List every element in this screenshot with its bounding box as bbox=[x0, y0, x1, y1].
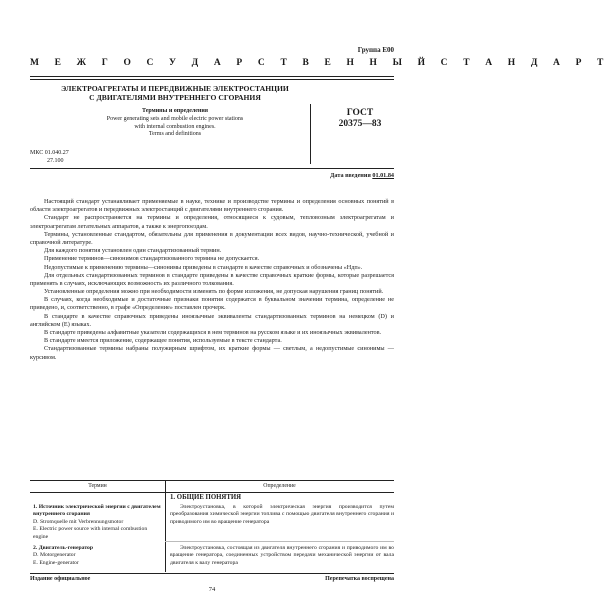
table-top-rule bbox=[30, 480, 394, 481]
body-paragraph: Применение терминов—синонимов стандартизованного термина не допускается. bbox=[44, 255, 260, 263]
term-name: 1. Источник электрической энергии с двигателем внутреннего сгорания bbox=[33, 504, 161, 518]
column-header-definition: Определение bbox=[263, 483, 296, 489]
table-row-term bbox=[33, 545, 163, 567]
table-row-definition: Электроустановка, в которой электрическая энергия производится путем преобразования химической энергии топлива с помощью двигателя внутреннего сгорания и приводимого им во вращение генератора bbox=[170, 504, 394, 525]
gost-number bbox=[320, 108, 400, 130]
table-header-rule bbox=[30, 492, 394, 493]
document-subtitle bbox=[50, 108, 300, 139]
mks-rule bbox=[30, 168, 394, 169]
body-paragraph: Недопустимые к применению термины—синонимы приведены в стандарте в качестве справочных и обозначены «Ндп». bbox=[44, 263, 363, 271]
body-paragraph: В стандарте имеется приложение, содержащее понятия, используемые в тексте стандарта. bbox=[44, 337, 282, 345]
subtitle-en-1: Power generating sets and mobile electric power stations bbox=[106, 115, 244, 122]
intro-date-value: 01.01.84 bbox=[372, 172, 394, 179]
subtitle-en-3: Terms and definitions bbox=[148, 131, 202, 138]
header-rule bbox=[30, 76, 394, 77]
title-line-2: С ДВИГАТЕЛЯМИ ВНУТРЕННЕГО СГОРАНИЯ bbox=[89, 93, 261, 103]
body-paragraph: В стандарте приведены алфавитные указатели содержащихся в нем терминов на русском языке и их иноязычных эквивалентов. bbox=[44, 329, 382, 336]
body-paragraph: Стандарт не распространяется на термины и определения, относящиеся к судовым, тепловозным электроагрегатам и электроагрегатам летательных аппаратов, а также к энергопоездам. bbox=[30, 214, 394, 230]
header-rule-thin bbox=[30, 79, 394, 80]
title-divider bbox=[310, 104, 311, 164]
table-column-divider bbox=[165, 480, 166, 572]
group-label: Группа Е00 bbox=[357, 46, 394, 54]
mks-line-1: МКС 01.040.27 bbox=[30, 150, 69, 156]
row-separator bbox=[165, 541, 394, 542]
body-paragraph: Установленные определения можно при необходимости изменять по форме изложения, не допуская нарушения границ понятий. bbox=[44, 288, 384, 296]
document-body bbox=[30, 198, 394, 362]
term-german: D. Motorgenerator bbox=[33, 552, 76, 559]
intro-date bbox=[330, 172, 394, 179]
body-paragraph: В стандарте в качестве справочных приведены иноязычные эквиваленты стандартизованных терминов на немецком (D) и английском (E) языках. bbox=[30, 312, 394, 328]
footer-rule bbox=[30, 573, 394, 574]
body-paragraph: Для каждого понятия установлен один стандартизованный термин. bbox=[44, 247, 222, 255]
column-header-term: Термин bbox=[88, 483, 107, 489]
table-row-term bbox=[33, 504, 163, 541]
body-paragraph: Настоящий стандарт устанавливает применяемые в науке, технике и производстве термины и определения основных понятий в области электроагрегатов и передвижных электростанций с двигателями внутреннего сгорания. bbox=[30, 198, 394, 214]
body-paragraph: В случаях, когда необходимые и достаточные признаки понятия содержатся в буквальном значении термина, определение не приведено, и, соответственно, в графе «Определение» поставлен прочерк. bbox=[30, 296, 394, 312]
subtitle-en-2: with internal combustion engines. bbox=[134, 123, 216, 130]
page-number: 74 bbox=[208, 586, 216, 593]
term-english: E. Engine-generator bbox=[33, 559, 79, 566]
gost-code: 20375—83 bbox=[338, 118, 382, 129]
body-paragraph: Для отдельных стандартизованных терминов в стандарте приведены в качестве справочных краткие формы, которые разрешается применять в случаях, исключающих возможность их различного толкования. bbox=[30, 271, 394, 287]
body-paragraph: Стандартизованные термины набраны полужирным шрифтом, их краткие формы — светлым, а недопустимые синонимы — курсивом. bbox=[30, 345, 394, 361]
standard-banner: М Е Ж Г О С У Д А Р С Т В Е Н Н Ы Й С Т А Н Д А Р Т bbox=[30, 58, 606, 68]
subtitle-ru: Термины и определения bbox=[141, 108, 209, 114]
intro-date-label: Дата введения bbox=[330, 172, 371, 179]
gost-label: ГОСТ bbox=[346, 108, 374, 118]
footer-reprint-prohibited: Перепечатка воспрещена bbox=[325, 576, 394, 582]
document-title bbox=[50, 84, 300, 103]
body-paragraph: Термины, установленные стандартом, обязательны для применения в документации всех видов, научно-технической, учебной и справочной литературе. bbox=[30, 230, 394, 246]
term-name: 2. Двигатель-генератор bbox=[33, 545, 94, 551]
title-line-1: ЭЛЕКТРОАГРЕГАТЫ И ПЕРЕДВИЖНЫЕ ЭЛЕКТРОСТАНЦИИ bbox=[61, 84, 289, 93]
term-english: E. Electric power source with internal combustion engine bbox=[33, 526, 148, 540]
mks-line-2: 27.100 bbox=[47, 157, 64, 164]
mks-codes bbox=[30, 150, 69, 165]
section-heading: 1. ОБЩИЕ ПОНЯТИЯ bbox=[170, 494, 242, 501]
table-row-definition: Электроустановка, состоящая из двигателя внутреннего сгорания и приводимого им во вращение генератора, соединенных устройством передачи механической энергии от вала двигателя к валу генератора bbox=[170, 545, 394, 566]
term-german: D. Stromquelle mit Verbrennungsmotor bbox=[33, 518, 124, 525]
footer-official-edition: Издание официальное bbox=[30, 576, 91, 582]
